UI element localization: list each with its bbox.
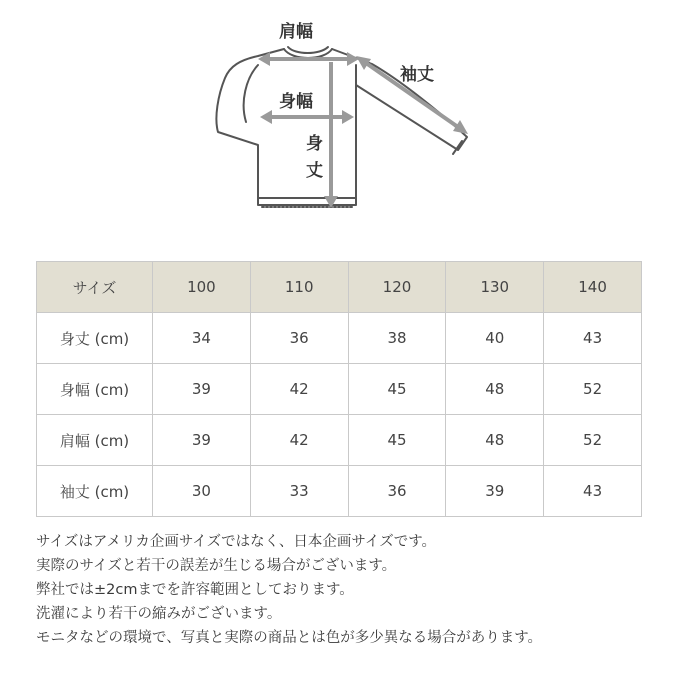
table-cell: 48	[446, 364, 544, 415]
table-row-shoulder-width	[37, 415, 642, 466]
note-line: 実際のサイズと若干の誤差が生じる場合がございます。	[36, 558, 397, 574]
note-line: サイズはアメリカ企画サイズではなく、日本企画サイズです。	[36, 534, 437, 550]
body-length-label-top: 身	[306, 134, 323, 154]
table-cell: 39	[153, 364, 251, 415]
body-length-label-bottom: 丈	[306, 161, 323, 181]
table-cell: 48	[446, 415, 544, 466]
table-cell: 38	[348, 313, 446, 364]
table-row-sleeve-length	[37, 466, 642, 517]
left-sleeve-line	[244, 65, 258, 122]
row-label: 身丈 (cm)	[37, 313, 153, 364]
note-line: 洗濯により若干の縮みがございます。	[36, 606, 282, 622]
row-label: 袖丈 (cm)	[37, 466, 153, 517]
measurement-arrows	[258, 52, 468, 208]
header-size-100: 100	[153, 262, 251, 313]
table-cell: 33	[250, 466, 348, 517]
header-size-130: 130	[446, 262, 544, 313]
table-cell: 40	[446, 313, 544, 364]
table-header-row	[37, 262, 642, 313]
size-chart-table	[36, 261, 642, 517]
header-size-140: 140	[544, 262, 642, 313]
note-line: 弊社では±2cmまでを許容範囲としております。	[36, 582, 354, 598]
header-size-label: サイズ	[37, 262, 153, 313]
note-line: モニタなどの環境で、写真と実際の商品とは色が多少異なる場合があります。	[36, 630, 543, 646]
table-cell: 45	[348, 364, 446, 415]
body-width-arrow-right	[342, 110, 354, 124]
row-label: 肩幅 (cm)	[37, 415, 153, 466]
table-cell: 43	[544, 313, 642, 364]
notes-section	[36, 530, 656, 650]
shoulder-width-label: 肩幅	[279, 22, 313, 42]
table-cell: 52	[544, 364, 642, 415]
collar-front	[288, 47, 328, 53]
table-cell: 34	[153, 313, 251, 364]
row-label: 身幅 (cm)	[37, 364, 153, 415]
body-width-label: 身幅	[279, 92, 313, 112]
table-cell: 36	[250, 313, 348, 364]
sleeve-length-label: 袖丈	[400, 65, 434, 85]
table-row-body-width	[37, 364, 642, 415]
table-cell: 39	[153, 415, 251, 466]
table-cell: 36	[348, 466, 446, 517]
table-cell: 42	[250, 415, 348, 466]
shoulder-arrow-right	[347, 52, 359, 66]
body-width-arrow-left	[260, 110, 272, 124]
shirt-diagram-svg	[0, 0, 680, 230]
header-size-110: 110	[250, 262, 348, 313]
table-row-body-length	[37, 313, 642, 364]
table-cell: 39	[446, 466, 544, 517]
table-cell: 43	[544, 466, 642, 517]
table-cell: 30	[153, 466, 251, 517]
table-cell: 45	[348, 415, 446, 466]
table-cell: 42	[250, 364, 348, 415]
measurement-diagram	[0, 0, 680, 230]
table-cell: 52	[544, 415, 642, 466]
header-size-120: 120	[348, 262, 446, 313]
